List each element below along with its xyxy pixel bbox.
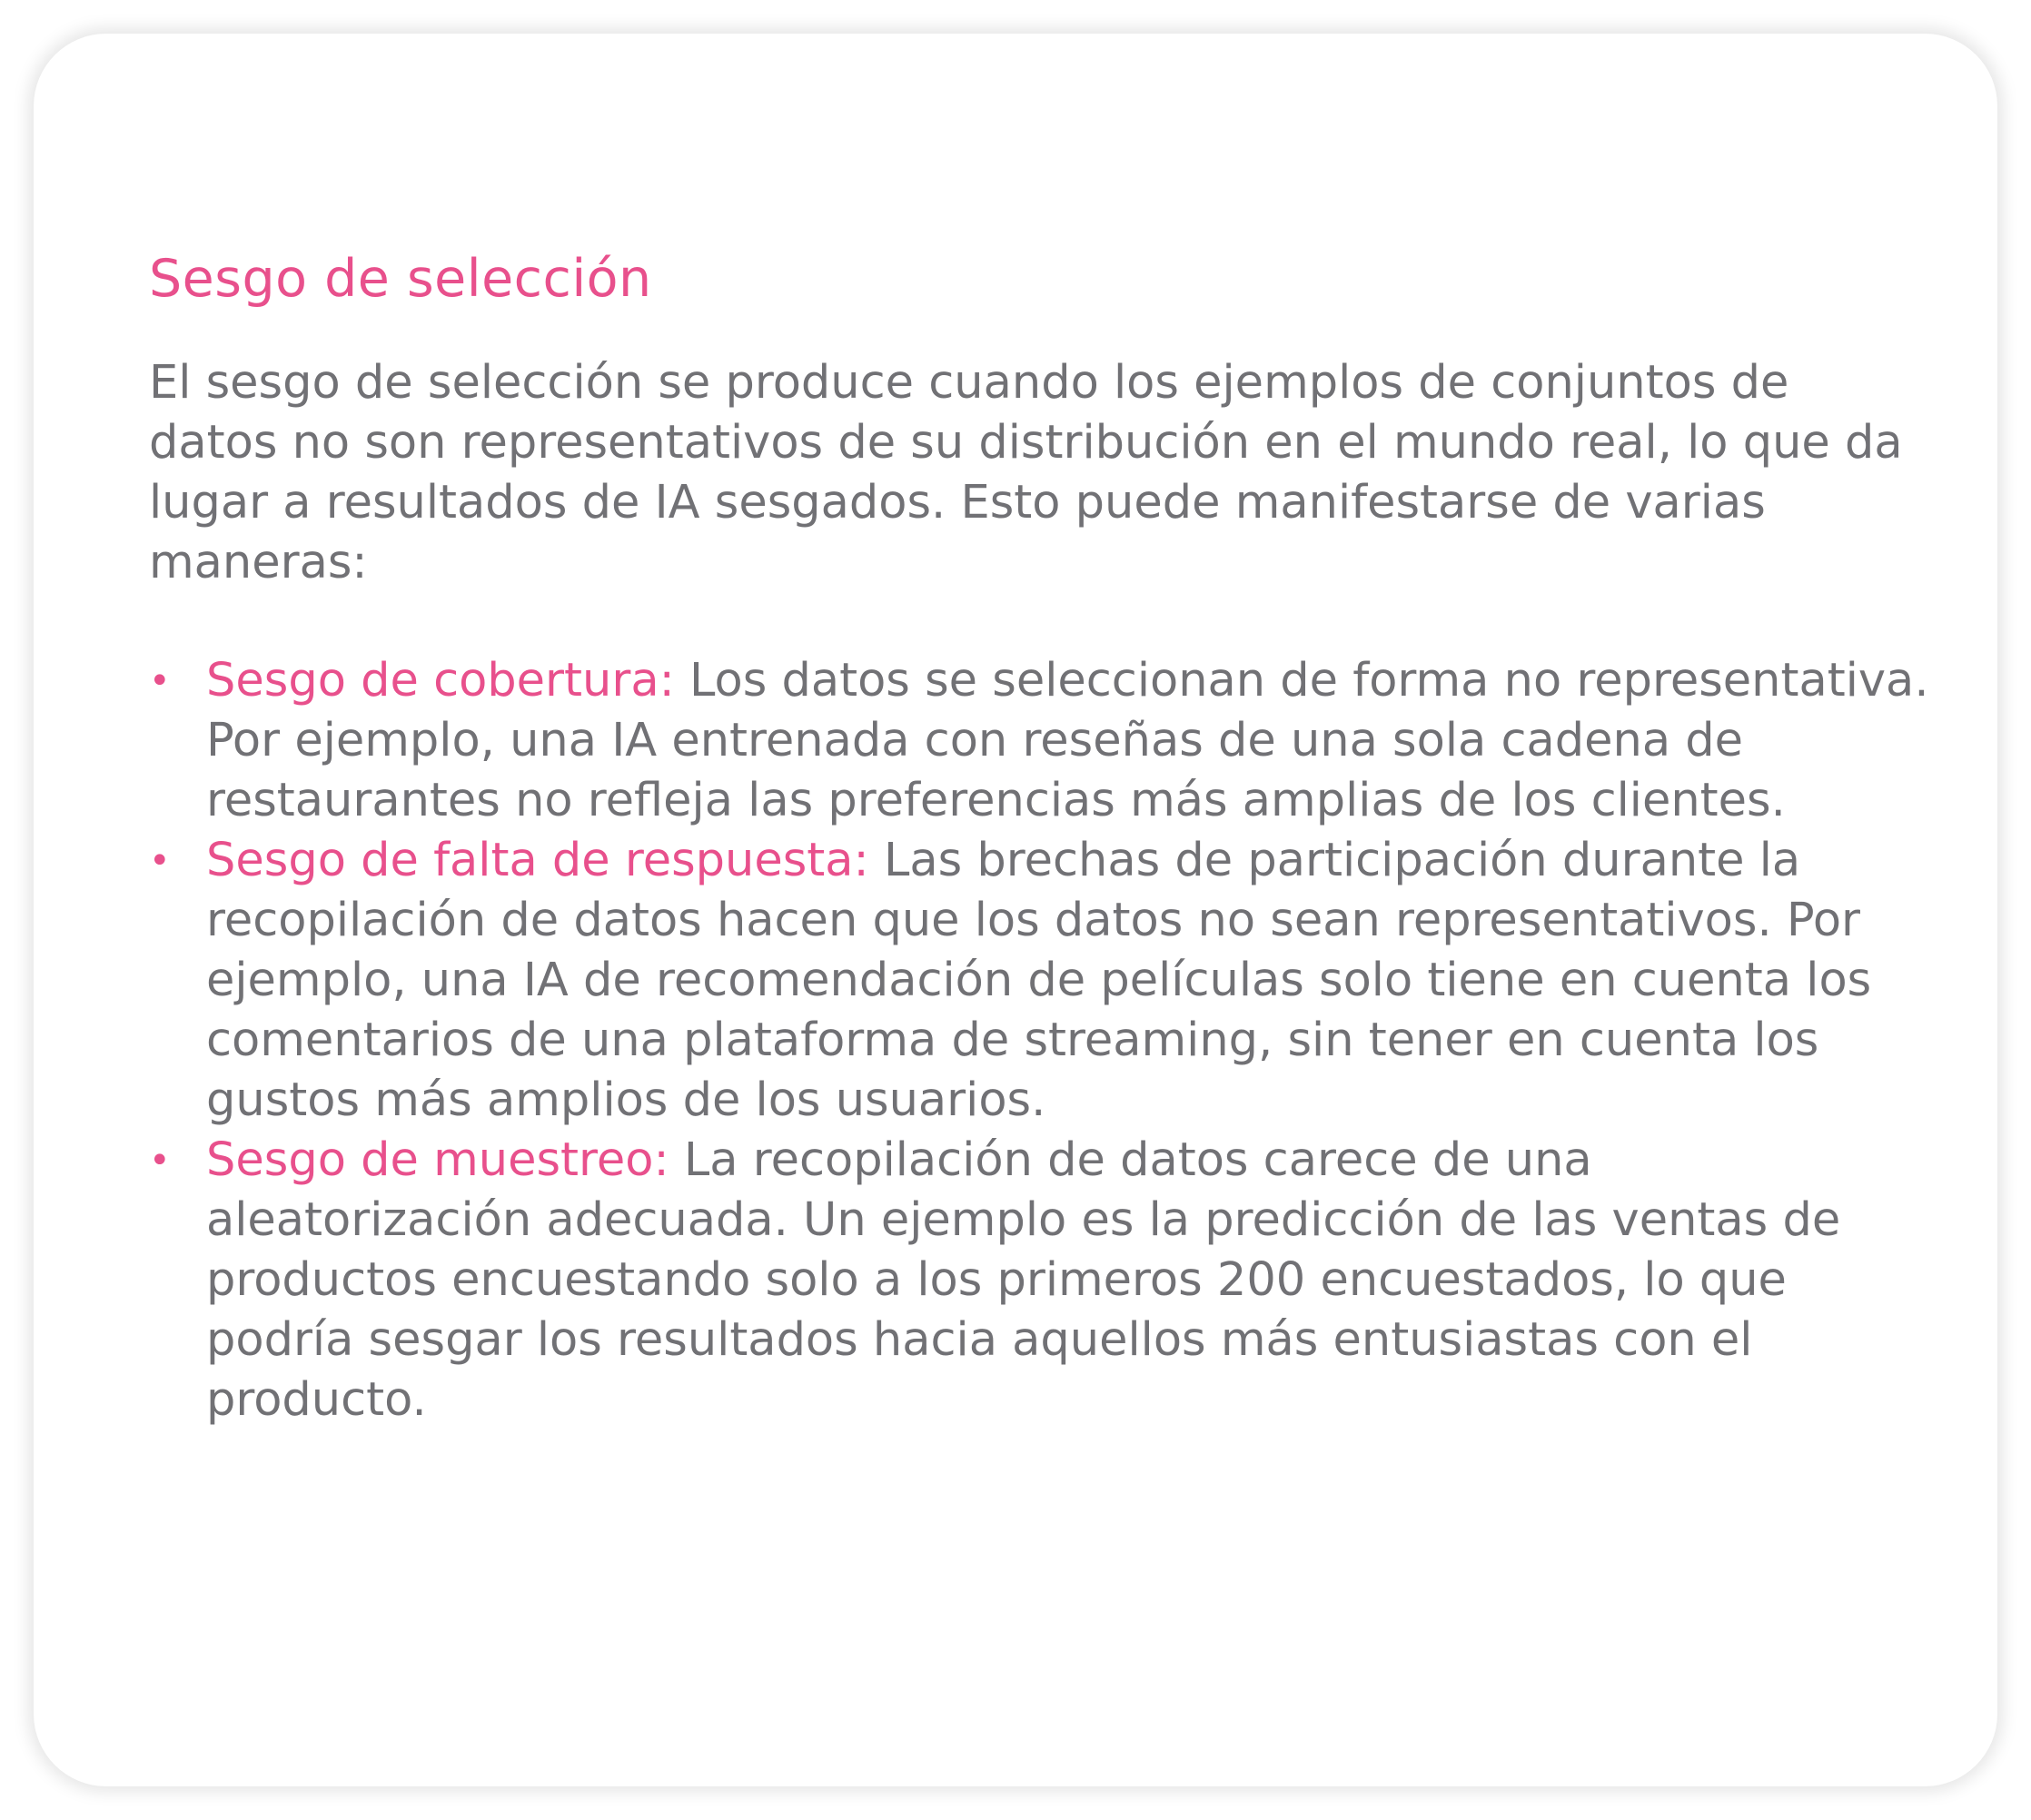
intro-paragraph: El sesgo de selección se produce cuando los ejemplos de conjuntos de datos no son representativos de su distribución en el mundo real, lo que da lugar a resultados de IA sesgados. Esto puede manifestarse de varias maneras: xyxy=(149,356,1903,589)
term-label: Sesgo de falta de respuesta: xyxy=(206,834,869,887)
term-description: Las brechas de participación durante la recopilación de datos hacen que los datos no sean representativos. Por ejemplo, una IA de recomendación de películas solo tiene en cuenta los comentarios de una plataforma de streaming, sin tener en cuenta los gustos más amplios de los usuarios. xyxy=(206,834,1872,1127)
bullet-icon: • xyxy=(149,1140,171,1182)
list-item-coverage-bias xyxy=(149,651,1932,831)
bullet-icon: • xyxy=(149,660,171,702)
section-title: Sesgo de selección xyxy=(149,249,652,309)
bias-types-list xyxy=(149,651,1929,1430)
term-label: Sesgo de muestreo: xyxy=(206,1133,669,1187)
term-description: La recopilación de datos carece de una aleatorización adecuada. Un ejemplo es la predicción de las ventas de productos encuestando solo a los primeros 200 encuestados, lo que podría sesgar los resultados hacia aquellos más entusiastas con el producto. xyxy=(206,1133,1841,1427)
list-item-sampling-bias xyxy=(149,1131,1932,1430)
list-item-nonresponse-bias xyxy=(149,831,1932,1131)
content-card xyxy=(34,34,1997,1786)
card-content xyxy=(149,242,1929,1430)
bullet-icon: • xyxy=(149,840,171,882)
term-label: Sesgo de cobertura: xyxy=(206,654,675,707)
term-description: Los datos se seleccionan de forma no representativa. Por ejemplo, una IA entrenada con reseñas de una sola cadena de restaurantes no refleja las preferencias más amplias de los clientes. xyxy=(206,654,1929,827)
